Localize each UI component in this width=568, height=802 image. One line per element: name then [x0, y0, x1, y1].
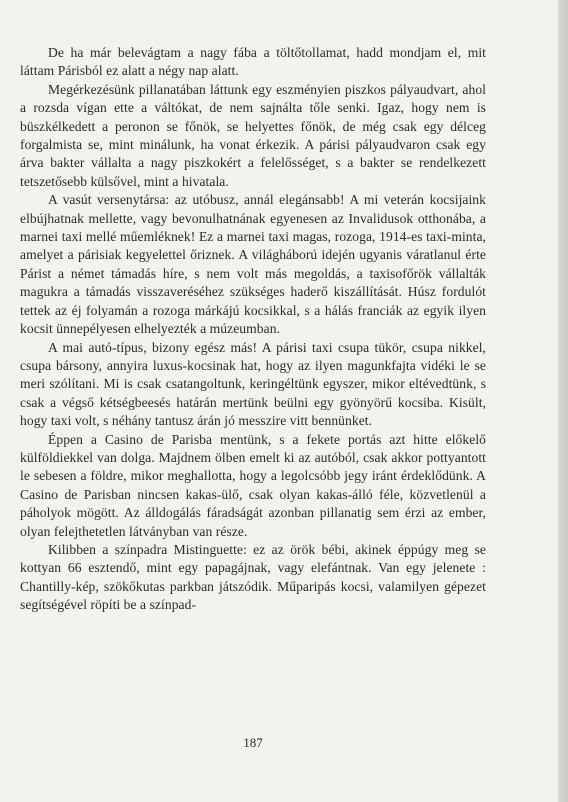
paragraph: A mai autó-típus, bizony egész más! A párisi taxi csupa tükör, csupa nikkel, csupa bársony, annyira luxus-kocsinak hat, hogy az ilyen magunkfajta vidéki le se meri szólítani. Mi is csak csatangoltunk, keringéltünk egyszer, mikor eltévedtünk, s csak a végső kétségbeesés határán mertünk beülni egy gyönyörű kocsiba. Kisült, hogy taxi volt, s néhány tantusz árán jó messzire vitt bennünket. — [20, 339, 486, 429]
page-number: 187 — [243, 735, 263, 750]
paragraph: Éppen a Casino de Parisba mentünk, s a fekete portás azt hitte előkelő külföldiekkel van dolga. Majdnem ölben emelt ki az autóból, csak akkor pottyantott le sebesen a földre, mikor meghallotta, hogy a legolcsóbb jegy iránt érdeklődünk. A Casino de Parisban nincsen kakas-ülő, csak olyan kakas-álló féle, közvetlenül a páholyok mögött. Az álldogálás fáradságát azonban pillanatig sem érzi az ember, olyan felejthetetlen látványban van része. — [20, 431, 486, 539]
paragraph: Kilibben a színpadra Mistinguette: ez az örök bébi, akinek éppúgy meg se kottyan 66 esztendő, mint egy papagájnak, vagy elefántnak. Van egy jelenete : Chantilly-kép, szökőkutas parkban játszódik. Műparipás kocsi, valamilyen gépezet segítségével röpíti be a színpad- — [20, 541, 486, 613]
paragraph: De ha már belevágtam a nagy fába a töltőtollamat, hadd mondjam el, mit láttam Párisból ez alatt a négy nap alatt. — [20, 45, 486, 79]
paragraph: Megérkezésünk pillanatában láttunk egy eszményien piszkos pályaudvart, ahol a rozsda vígan ette a váltókat, de nem sajnálta tőle senki. Igaz, hogy nem is büszkélkedett a peronon se főnök, se helyettes főnök, de még csak egy délceg forgalmista se, mint minálunk, ha vonat érkezik. A párisi pályaudvaron csak egy árva bakter vállalta a nagy piszkokért a felelősséget, s a bakter se rendelkezett tetszetősebb külsővel, mint a hivatala. — [20, 81, 486, 189]
body-text — [20, 44, 486, 615]
scan-edge — [558, 0, 568, 802]
paragraph: A vasút versenytársa: az utóbusz, annál elegánsabb! A mi veterán kocsijaink elbújhatnak mellette, vagy bevonulhatnának egyenesen az Invalidusok otthonába, a marnei taxi mellé műemléknek! Ez a marnei taxi magas, rozoga, 1914-es taxi-minta, amelyet a párisiak kegyelettel őriznek. A világháború idején ugyanis váratlanul érte Párist a német támadás híre, s nem volt más megoldás, a taxisofőrök vállalták magukra a támadás visszaveréséhez szükséges haderő kiszállítását. Húsz fordulót tettek az éj folyamán a rozoga márkájú kocsikkal, s a hálás franciák az egyik ilyen kocsit ünnepélyesen elhelyezték a múzeumban. — [20, 192, 486, 337]
